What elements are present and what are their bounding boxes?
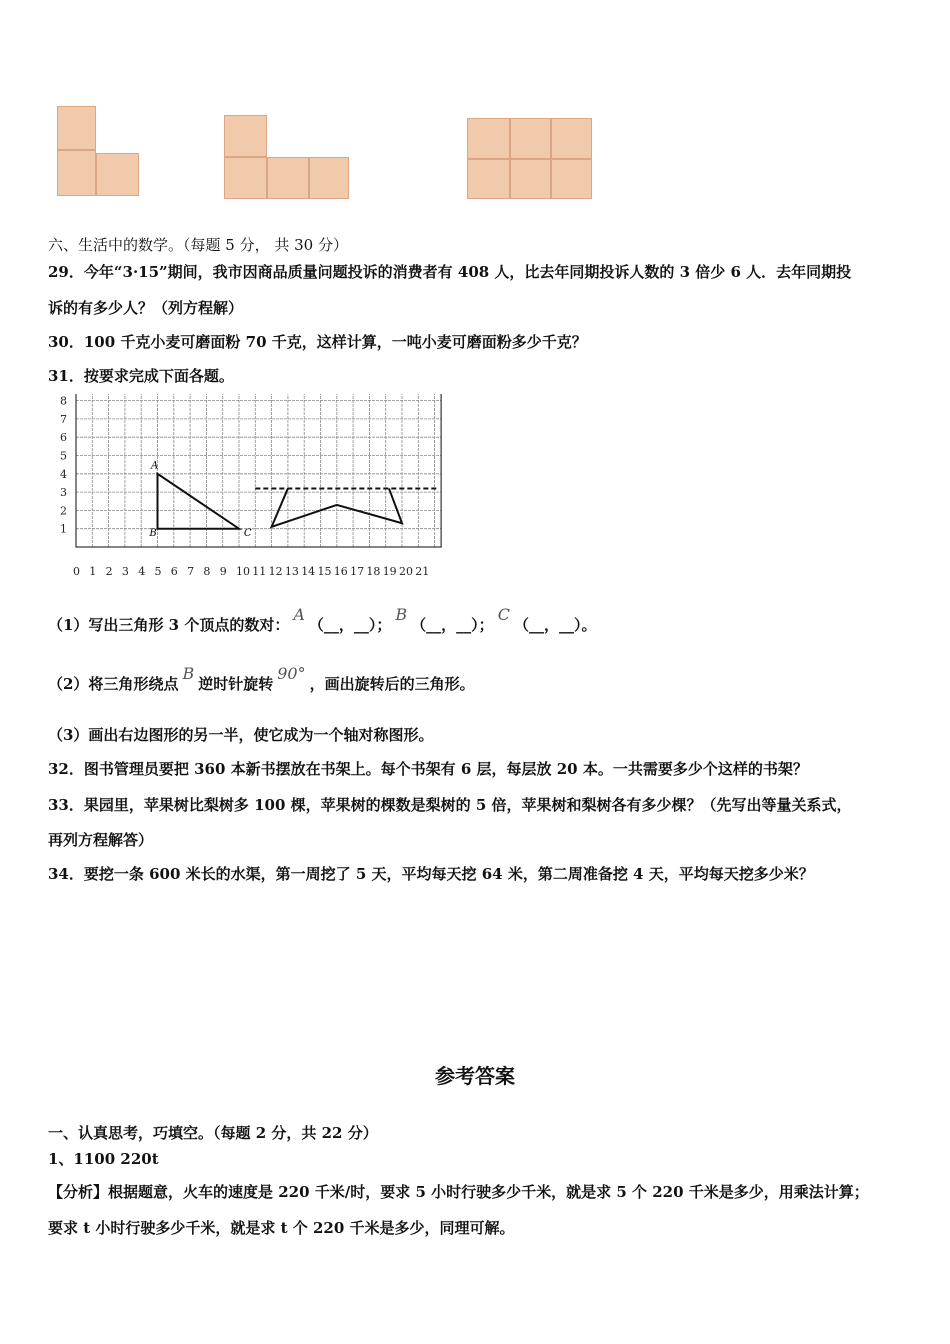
y-tick-label: 2 bbox=[60, 504, 67, 518]
rotation-angle: 90° bbox=[277, 664, 306, 683]
question-31: 31．按要求完成下面各题。 bbox=[48, 367, 234, 385]
rotation-point-label: B bbox=[182, 664, 195, 683]
x-tick-label: 1 bbox=[89, 565, 97, 578]
blank-c: （__，__）。 bbox=[513, 616, 597, 634]
vertex-c-label: C bbox=[243, 528, 252, 540]
q31-1-prefix: （1）写出三角形 3 个顶点的数对： bbox=[48, 616, 290, 634]
x-tick-label: 10 bbox=[236, 565, 250, 578]
square bbox=[57, 150, 96, 196]
y-tick-label: 6 bbox=[60, 431, 67, 445]
y-tick-label: 4 bbox=[60, 467, 67, 481]
x-tick-label: 21 bbox=[415, 565, 430, 578]
x-tick-label: 7 bbox=[187, 565, 195, 578]
square bbox=[510, 118, 551, 159]
y-tick-label: 7 bbox=[60, 412, 67, 426]
x-tick-label: 3 bbox=[121, 565, 129, 578]
question-29-line2: 诉的有多少人？（列方程解） bbox=[48, 299, 244, 317]
x-tick-label: 2 bbox=[105, 565, 113, 578]
x-tick-label: 13 bbox=[284, 565, 299, 578]
point-c-label: C bbox=[497, 605, 510, 624]
vertex-a-label: A bbox=[150, 460, 159, 472]
question-31-1 bbox=[48, 605, 597, 635]
x-tick-label: 5 bbox=[154, 565, 162, 578]
x-tick-label: 14 bbox=[301, 565, 316, 578]
question-32: 32．图书管理员要把 360 本新书摆放在书架上。每个书架有 6 层，每层放 20 本。一共需要多少个这样的书架？ bbox=[48, 760, 808, 778]
vertex-b-label: B bbox=[149, 528, 157, 540]
y-tick-label: 8 bbox=[60, 394, 67, 408]
square bbox=[309, 157, 349, 199]
square bbox=[551, 159, 592, 199]
triangle-abc bbox=[158, 474, 240, 529]
point-b-label: B bbox=[395, 605, 408, 624]
point-a-label: A bbox=[293, 605, 305, 624]
answer-1: 1、1100 220t bbox=[48, 1150, 159, 1168]
x-tick-label: 15 bbox=[317, 565, 332, 578]
x-tick-label: 6 bbox=[170, 565, 178, 578]
question-30: 30．100 千克小麦可磨面粉 70 千克，这样计算，一吨小麦可磨面粉多少千克？ bbox=[48, 333, 587, 351]
x-tick-label: 18 bbox=[366, 565, 381, 578]
question-33-line1: 33．果园里，苹果树比梨树多 100 棵，苹果树的棵数是梨树的 5 倍，苹果树和梨树各有多少棵？（先写出等量关系式， bbox=[48, 796, 852, 814]
answer-title: 参考答案 bbox=[435, 1064, 515, 1088]
x-tick-label: 20 bbox=[399, 565, 413, 578]
question-31-2 bbox=[48, 664, 475, 694]
x-tick-label: 9 bbox=[219, 565, 227, 578]
y-tick-label: 3 bbox=[60, 486, 67, 500]
grid-frame bbox=[76, 394, 441, 547]
x-tick-label: 12 bbox=[268, 565, 283, 578]
analysis-line2: 要求 t 小时行驶多少千米，就是求 t 个 220 千米是多少，同理可解。 bbox=[48, 1219, 515, 1237]
square bbox=[267, 157, 309, 199]
x-tick-label: 17 bbox=[350, 565, 365, 578]
square bbox=[224, 115, 267, 157]
x-tick-label: 4 bbox=[138, 565, 146, 578]
blank-b: （__，__）； bbox=[411, 616, 494, 634]
analysis-line1: 【分析】根据题意，火车的速度是 220 千米/时，要求 5 小时行驶多少千米，就是求 5 个 220 千米是多少，用乘法计算； bbox=[48, 1183, 869, 1201]
square bbox=[467, 159, 510, 199]
square bbox=[510, 159, 551, 199]
question-29-line1: 29．今年“3·15”期间，我市因商品质量问题投诉的消费者有 408 人，比去年同期投诉人数的 3 倍少 6 人．去年同期投 bbox=[48, 263, 852, 281]
grid-svg bbox=[48, 394, 448, 584]
section-six-heading: 六、生活中的数学。（每题 5 分， 共 30 分） bbox=[48, 236, 348, 254]
y-tick-label: 5 bbox=[60, 449, 67, 463]
x-tick-label: 0 bbox=[73, 565, 80, 578]
square bbox=[551, 118, 592, 159]
y-tick-label: 1 bbox=[60, 522, 67, 536]
x-tick-label: 16 bbox=[333, 565, 348, 578]
answer-section-one: 一、认真思考，巧填空。（每题 2 分，共 22 分） bbox=[48, 1124, 378, 1142]
question-33-line2: 再列方程解答） bbox=[48, 831, 154, 849]
square bbox=[224, 157, 267, 199]
square bbox=[467, 118, 510, 159]
x-tick-label: 19 bbox=[382, 565, 397, 578]
q31-2-mid: 逆时针旋转 bbox=[198, 675, 274, 693]
coordinate-grid bbox=[48, 394, 448, 588]
square bbox=[96, 153, 139, 196]
blank-a: （__，__）； bbox=[308, 616, 392, 634]
x-tick-label: 8 bbox=[203, 565, 211, 578]
q31-2-prefix: （2）将三角形绕点 bbox=[48, 675, 179, 693]
question-31-3: （3）画出右边图形的另一半，使它成为一个轴对称图形。 bbox=[48, 726, 434, 744]
q31-2-suffix: ，画出旋转后的三角形。 bbox=[309, 675, 475, 693]
question-34: 34．要挖一条 600 米长的水渠，第一周挖了 5 天，平均每天挖 64 米，第二周准备挖 4 天，平均每天挖多少米？ bbox=[48, 865, 814, 883]
square bbox=[57, 106, 96, 150]
x-tick-label: 11 bbox=[252, 565, 267, 578]
